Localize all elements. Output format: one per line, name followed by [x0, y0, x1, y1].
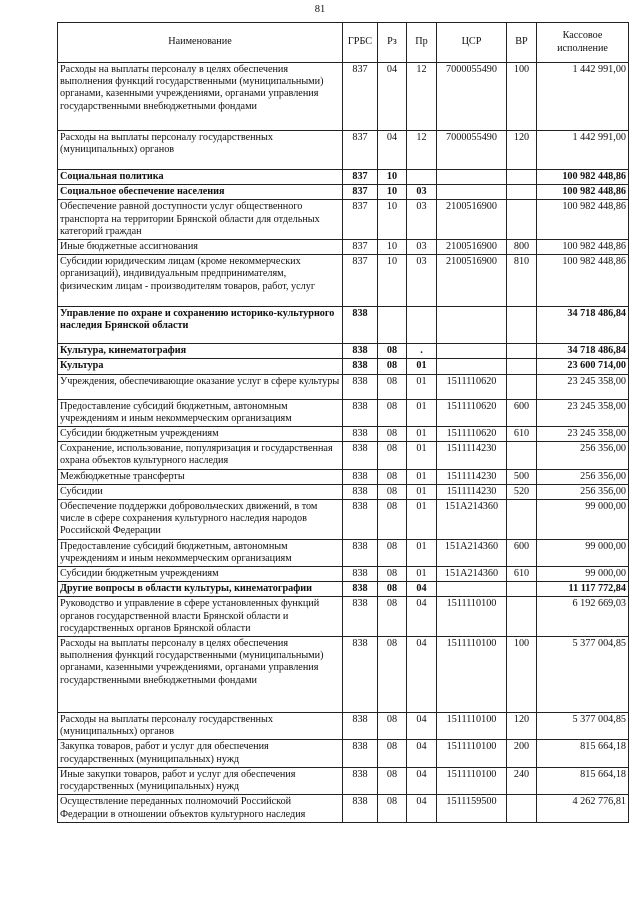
row-vr [507, 170, 537, 185]
row-grbs: 838 [343, 582, 378, 597]
row-amount: 34 718 486,84 [537, 344, 629, 359]
row-amount: 4 262 776,81 [537, 795, 629, 822]
row-vr [507, 185, 537, 200]
row-amount: 815 664,18 [537, 740, 629, 767]
row-rz: 08 [378, 767, 407, 794]
row-name: Другие вопросы в области культуры, кинематографии [58, 582, 343, 597]
row-amount: 5 377 004,85 [537, 637, 629, 713]
row-rz: 08 [378, 637, 407, 713]
row-csr: 1511110100 [437, 740, 507, 767]
row-pr: 03 [407, 185, 437, 200]
row-name: Учреждения, обеспечивающие оказание услуг в сфере культуры [58, 374, 343, 399]
row-vr [507, 359, 537, 374]
row-grbs: 838 [343, 344, 378, 359]
row-pr: 01 [407, 484, 437, 499]
header-grbs: ГРБС [343, 23, 378, 63]
row-csr: 7000055490 [437, 131, 507, 170]
table-row [58, 185, 629, 200]
row-vr: 610 [507, 427, 537, 442]
row-grbs: 837 [343, 63, 378, 131]
row-name: Обеспечение поддержки добровольческих движений, в том числе в сфере сохранения культурного наследия народов Российской Федерации [58, 500, 343, 540]
row-pr: 03 [407, 200, 437, 240]
row-csr [437, 582, 507, 597]
row-grbs: 837 [343, 131, 378, 170]
row-pr [407, 307, 437, 344]
row-pr: 12 [407, 63, 437, 131]
row-pr: 04 [407, 767, 437, 794]
row-csr: 7000055490 [437, 63, 507, 131]
row-grbs: 838 [343, 767, 378, 794]
row-grbs: 838 [343, 597, 378, 637]
table-row [58, 637, 629, 713]
row-pr: 03 [407, 240, 437, 255]
row-csr [437, 359, 507, 374]
row-csr: 151A214360 [437, 567, 507, 582]
row-vr: 810 [507, 255, 537, 307]
row-pr: 04 [407, 795, 437, 822]
row-amount: 5 377 004,85 [537, 713, 629, 740]
row-csr [437, 344, 507, 359]
row-rz: 08 [378, 597, 407, 637]
row-rz: 08 [378, 740, 407, 767]
row-amount: 23 245 358,00 [537, 399, 629, 426]
row-pr: 04 [407, 740, 437, 767]
header-amount: Кассовое исполнение [537, 23, 629, 63]
table-row [58, 344, 629, 359]
header-rz: Рз [378, 23, 407, 63]
row-name: Иные закупки товаров, работ и услуг для обеспечения государственных (муниципальных) нужд [58, 767, 343, 794]
row-vr: 800 [507, 240, 537, 255]
table-row [58, 307, 629, 344]
row-name: Расходы на выплаты персоналу государственных (муниципальных) органов [58, 131, 343, 170]
row-csr: 2100516900 [437, 200, 507, 240]
header-pr: Пр [407, 23, 437, 63]
row-pr: 01 [407, 500, 437, 540]
row-grbs: 838 [343, 484, 378, 499]
table-row [58, 582, 629, 597]
row-csr: 1511110620 [437, 374, 507, 399]
row-pr: . [407, 344, 437, 359]
row-name: Расходы на выплаты персоналу государственных (муниципальных) органов [58, 713, 343, 740]
row-csr [437, 185, 507, 200]
header-vr: ВР [507, 23, 537, 63]
table-row [58, 399, 629, 426]
table-row [58, 63, 629, 131]
row-amount: 100 982 448,86 [537, 240, 629, 255]
row-pr: 01 [407, 567, 437, 582]
row-grbs: 838 [343, 399, 378, 426]
table-row [58, 740, 629, 767]
row-name: Осуществление переданных полномочий Российской Федерации в отношении объектов культурного наследия [58, 795, 343, 822]
row-csr: 1511159500 [437, 795, 507, 822]
row-rz: 08 [378, 713, 407, 740]
row-grbs: 838 [343, 442, 378, 469]
row-grbs: 837 [343, 185, 378, 200]
row-name: Сохранение, использование, популяризация и государственная охрана объектов культурного наследия [58, 442, 343, 469]
row-pr: 01 [407, 442, 437, 469]
row-vr: 100 [507, 637, 537, 713]
row-rz: 08 [378, 399, 407, 426]
row-amount: 23 245 358,00 [537, 374, 629, 399]
row-rz: 10 [378, 255, 407, 307]
table-row [58, 427, 629, 442]
row-csr: 1511114230 [437, 469, 507, 484]
row-grbs: 838 [343, 740, 378, 767]
row-name: Руководство и управление в сфере установленных функций органов государственной власти Брянской области и государственных органов Брянской области [58, 597, 343, 637]
row-rz: 08 [378, 567, 407, 582]
row-rz: 08 [378, 582, 407, 597]
row-amount: 34 718 486,84 [537, 307, 629, 344]
row-amount: 99 000,00 [537, 500, 629, 540]
row-grbs: 837 [343, 170, 378, 185]
table-row [58, 795, 629, 822]
row-csr: 1511110620 [437, 399, 507, 426]
row-amount: 256 356,00 [537, 442, 629, 469]
row-vr [507, 500, 537, 540]
row-rz: 08 [378, 427, 407, 442]
row-grbs: 838 [343, 307, 378, 344]
row-vr: 200 [507, 740, 537, 767]
row-vr [507, 200, 537, 240]
row-name: Субсидии бюджетным учреждениям [58, 567, 343, 582]
row-name: Межбюджетные трансферты [58, 469, 343, 484]
row-rz: 08 [378, 359, 407, 374]
table-row [58, 539, 629, 566]
row-pr: 01 [407, 399, 437, 426]
row-vr: 100 [507, 63, 537, 131]
table-row [58, 567, 629, 582]
row-vr [507, 795, 537, 822]
table-row [58, 255, 629, 307]
row-pr: 04 [407, 582, 437, 597]
row-vr [507, 307, 537, 344]
row-rz: 10 [378, 200, 407, 240]
row-pr: 01 [407, 359, 437, 374]
row-rz: 08 [378, 539, 407, 566]
row-grbs: 838 [343, 539, 378, 566]
table-row [58, 170, 629, 185]
row-rz: 08 [378, 374, 407, 399]
row-amount: 1 442 991,00 [537, 63, 629, 131]
table-row [58, 500, 629, 540]
row-name: Расходы на выплаты персоналу в целях обеспечения выполнения функций государственными (муниципальными) органами, казенными учреждениями, органами управления государственными внебюджетными фондами [58, 63, 343, 131]
page-number: 81 [314, 4, 326, 15]
row-rz: 04 [378, 63, 407, 131]
budget-table [57, 22, 629, 823]
row-amount: 256 356,00 [537, 484, 629, 499]
row-csr: 1511110100 [437, 637, 507, 713]
row-name: Культура [58, 359, 343, 374]
row-grbs: 838 [343, 637, 378, 713]
row-csr [437, 307, 507, 344]
row-name: Субсидии [58, 484, 343, 499]
row-name: Управление по охране и сохранению историко-культурного наследия Брянской области [58, 307, 343, 344]
row-name: Субсидии бюджетным учреждениям [58, 427, 343, 442]
row-grbs: 838 [343, 359, 378, 374]
row-amount: 815 664,18 [537, 767, 629, 794]
row-rz: 08 [378, 500, 407, 540]
row-csr: 151A214360 [437, 500, 507, 540]
row-amount: 11 117 772,84 [537, 582, 629, 597]
row-name: Закупка товаров, работ и услуг для обеспечения государственных (муниципальных) нужд [58, 740, 343, 767]
row-grbs: 838 [343, 469, 378, 484]
row-amount: 6 192 669,03 [537, 597, 629, 637]
table-row [58, 767, 629, 794]
row-rz: 08 [378, 442, 407, 469]
row-name: Социальное обеспечение населения [58, 185, 343, 200]
row-rz: 08 [378, 344, 407, 359]
row-grbs: 838 [343, 567, 378, 582]
row-vr [507, 597, 537, 637]
row-vr: 120 [507, 713, 537, 740]
row-rz: 08 [378, 795, 407, 822]
row-amount: 23 245 358,00 [537, 427, 629, 442]
row-name: Субсидии юридическим лицам (кроме некоммерческих организаций), индивидуальным предпринимателям, физическим лицам - производителям товаров, работ, услуг [58, 255, 343, 307]
row-grbs: 837 [343, 255, 378, 307]
row-pr: 04 [407, 713, 437, 740]
row-vr: 240 [507, 767, 537, 794]
table-row [58, 240, 629, 255]
row-csr [437, 170, 507, 185]
row-csr: 1511110100 [437, 713, 507, 740]
row-pr: 01 [407, 427, 437, 442]
row-amount: 1 442 991,00 [537, 131, 629, 170]
table-row [58, 713, 629, 740]
row-pr: 04 [407, 637, 437, 713]
row-amount: 99 000,00 [537, 567, 629, 582]
row-csr: 151A214360 [437, 539, 507, 566]
row-amount: 256 356,00 [537, 469, 629, 484]
row-amount: 100 982 448,86 [537, 255, 629, 307]
row-rz: 08 [378, 484, 407, 499]
row-csr: 2100516900 [437, 240, 507, 255]
row-vr [507, 344, 537, 359]
row-pr: 04 [407, 597, 437, 637]
table-row [58, 374, 629, 399]
table-row [58, 359, 629, 374]
row-name: Обеспечение равной доступности услуг общественного транспорта на территории Брянской области для отдельных категорий граждан [58, 200, 343, 240]
row-name: Иные бюджетные ассигнования [58, 240, 343, 255]
table-header-row [58, 23, 629, 63]
row-vr: 520 [507, 484, 537, 499]
row-pr: 01 [407, 374, 437, 399]
row-grbs: 838 [343, 427, 378, 442]
header-csr: ЦСР [437, 23, 507, 63]
row-vr: 500 [507, 469, 537, 484]
row-pr: 12 [407, 131, 437, 170]
row-name: Предоставление субсидий бюджетным, автономным учреждениям и иным некоммерческим организациям [58, 399, 343, 426]
row-rz: 04 [378, 131, 407, 170]
row-vr: 600 [507, 539, 537, 566]
table-row [58, 131, 629, 170]
row-amount: 100 982 448,86 [537, 170, 629, 185]
row-grbs: 838 [343, 795, 378, 822]
row-pr: 01 [407, 469, 437, 484]
row-name: Расходы на выплаты персоналу в целях обеспечения выполнения функций государственными (муниципальными) органами, казенными учреждениями, органами управления государственными внебюджетными фондами [58, 637, 343, 713]
row-rz [378, 307, 407, 344]
table-row [58, 484, 629, 499]
row-name: Предоставление субсидий бюджетным, автономным учреждениям и иным некоммерческим организациям [58, 539, 343, 566]
row-pr: 03 [407, 255, 437, 307]
row-vr [507, 582, 537, 597]
row-csr: 2100516900 [437, 255, 507, 307]
row-vr: 610 [507, 567, 537, 582]
header-name: Наименование [58, 23, 343, 63]
row-vr [507, 442, 537, 469]
row-rz: 10 [378, 240, 407, 255]
table-row [58, 200, 629, 240]
table-row [58, 597, 629, 637]
row-grbs: 838 [343, 374, 378, 399]
row-csr: 1511110620 [437, 427, 507, 442]
row-vr: 600 [507, 399, 537, 426]
row-pr: 01 [407, 539, 437, 566]
row-grbs: 837 [343, 240, 378, 255]
row-rz: 08 [378, 469, 407, 484]
row-csr: 1511114230 [437, 442, 507, 469]
row-vr [507, 374, 537, 399]
row-pr [407, 170, 437, 185]
row-grbs: 838 [343, 500, 378, 540]
row-csr: 1511110100 [437, 767, 507, 794]
row-name: Социальная политика [58, 170, 343, 185]
row-amount: 100 982 448,86 [537, 200, 629, 240]
row-grbs: 837 [343, 200, 378, 240]
row-rz: 10 [378, 170, 407, 185]
row-rz: 10 [378, 185, 407, 200]
row-amount: 99 000,00 [537, 539, 629, 566]
row-name: Культура, кинематография [58, 344, 343, 359]
row-csr: 1511110100 [437, 597, 507, 637]
row-vr: 120 [507, 131, 537, 170]
row-csr: 1511114230 [437, 484, 507, 499]
row-grbs: 838 [343, 713, 378, 740]
table-row [58, 469, 629, 484]
row-amount: 23 600 714,00 [537, 359, 629, 374]
table-row [58, 442, 629, 469]
row-amount: 100 982 448,86 [537, 185, 629, 200]
